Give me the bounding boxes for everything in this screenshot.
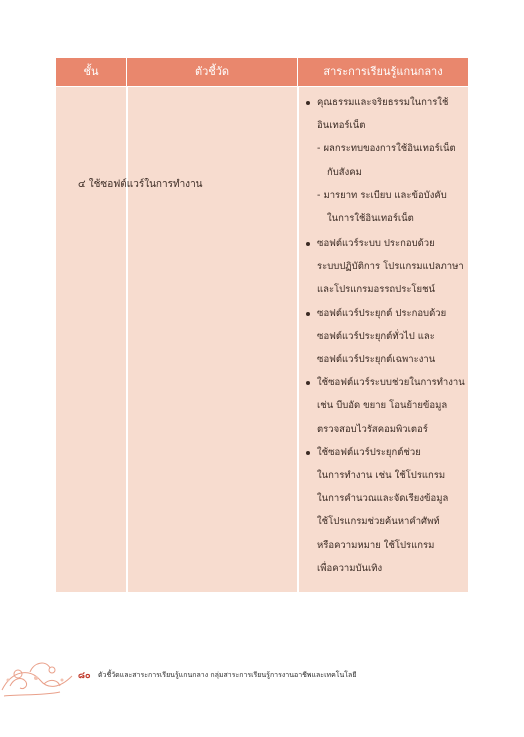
- curriculum-table: [56, 58, 468, 592]
- footer-title: ตัวชี้วัดและสาระการเรียนรู้แกนกลาง กลุ่มสาระการเรียนรู้การงานอาชีพและเทคโนโลยี: [98, 671, 357, 679]
- header-core-content: สาระการเรียนรู้แกนกลาง: [323, 65, 443, 78]
- content-line: ตรวจสอบไวรัสคอมพิวเตอร์: [317, 423, 428, 435]
- bullet-icon: [306, 242, 310, 246]
- content-line: เพื่อความบันเทิง: [317, 562, 383, 574]
- content-line: อินเทอร์เน็ต: [317, 120, 366, 132]
- content-line: กับสังคม: [327, 166, 362, 178]
- bullet-icon: [306, 451, 310, 455]
- content-line: - มารยาท ระเบียบ และข้อบังคับ: [317, 189, 447, 201]
- indicator-text: ๔ ใช้ซอฟต์แวร์ในการทำงาน: [78, 179, 203, 190]
- content-line: ซอฟต์แวร์ประยุกต์เฉพาะงาน: [317, 354, 436, 365]
- indicator-column: [128, 87, 297, 592]
- bullet-icon: [306, 101, 310, 105]
- grade-column: [56, 87, 126, 592]
- content-line: ซอฟต์แวร์ประยุกต์ทั่วไป และ: [317, 330, 435, 342]
- floral-ornament-icon: [0, 650, 74, 700]
- header-grade: ชั้น: [83, 65, 99, 78]
- page-number: ๘๐: [78, 671, 91, 681]
- content-line: ใช้โปรแกรมช่วยค้นหาคำศัพท์: [317, 516, 440, 528]
- content-line: ซอฟต์แวร์ระบบ ประกอบด้วย: [317, 238, 435, 249]
- table-header: [56, 58, 468, 86]
- content-line: คุณธรรมและจริยธรรมในการใช้: [317, 97, 449, 108]
- content-line: ระบบปฏิบัติการ โปรแกรมแปลภาษา: [317, 261, 464, 273]
- content-line: ในการทำงาน เช่น ใช้โปรแกรม: [317, 470, 446, 481]
- content-line: เช่น บีบอัด ขยาย โอนย้ายข้อมูล: [317, 400, 448, 412]
- header-indicator: ตัวชี้วัด: [194, 65, 230, 78]
- content-line: และโปรแกรมอรรถประโยชน์: [317, 284, 436, 296]
- content-line: หรือความหมาย ใช้โปรแกรม: [317, 539, 435, 551]
- content-line: ซอฟต์แวร์ประยุกต์ ประกอบด้วย: [317, 307, 447, 319]
- content-line: ในการคำนวณและจัดเรียงข้อมูล: [317, 493, 449, 505]
- content-line: - ผลกระทบของการใช้อินเทอร์เน็ต: [317, 143, 456, 155]
- content-line: ใช้ซอฟต์แวร์ประยุกต์ช่วย: [317, 446, 421, 458]
- bullet-icon: [306, 312, 310, 316]
- content-line: ในการใช้อินเทอร์เน็ต: [327, 213, 414, 224]
- content-line: ใช้ซอฟต์แวร์ระบบช่วยในการทำงาน: [317, 377, 465, 389]
